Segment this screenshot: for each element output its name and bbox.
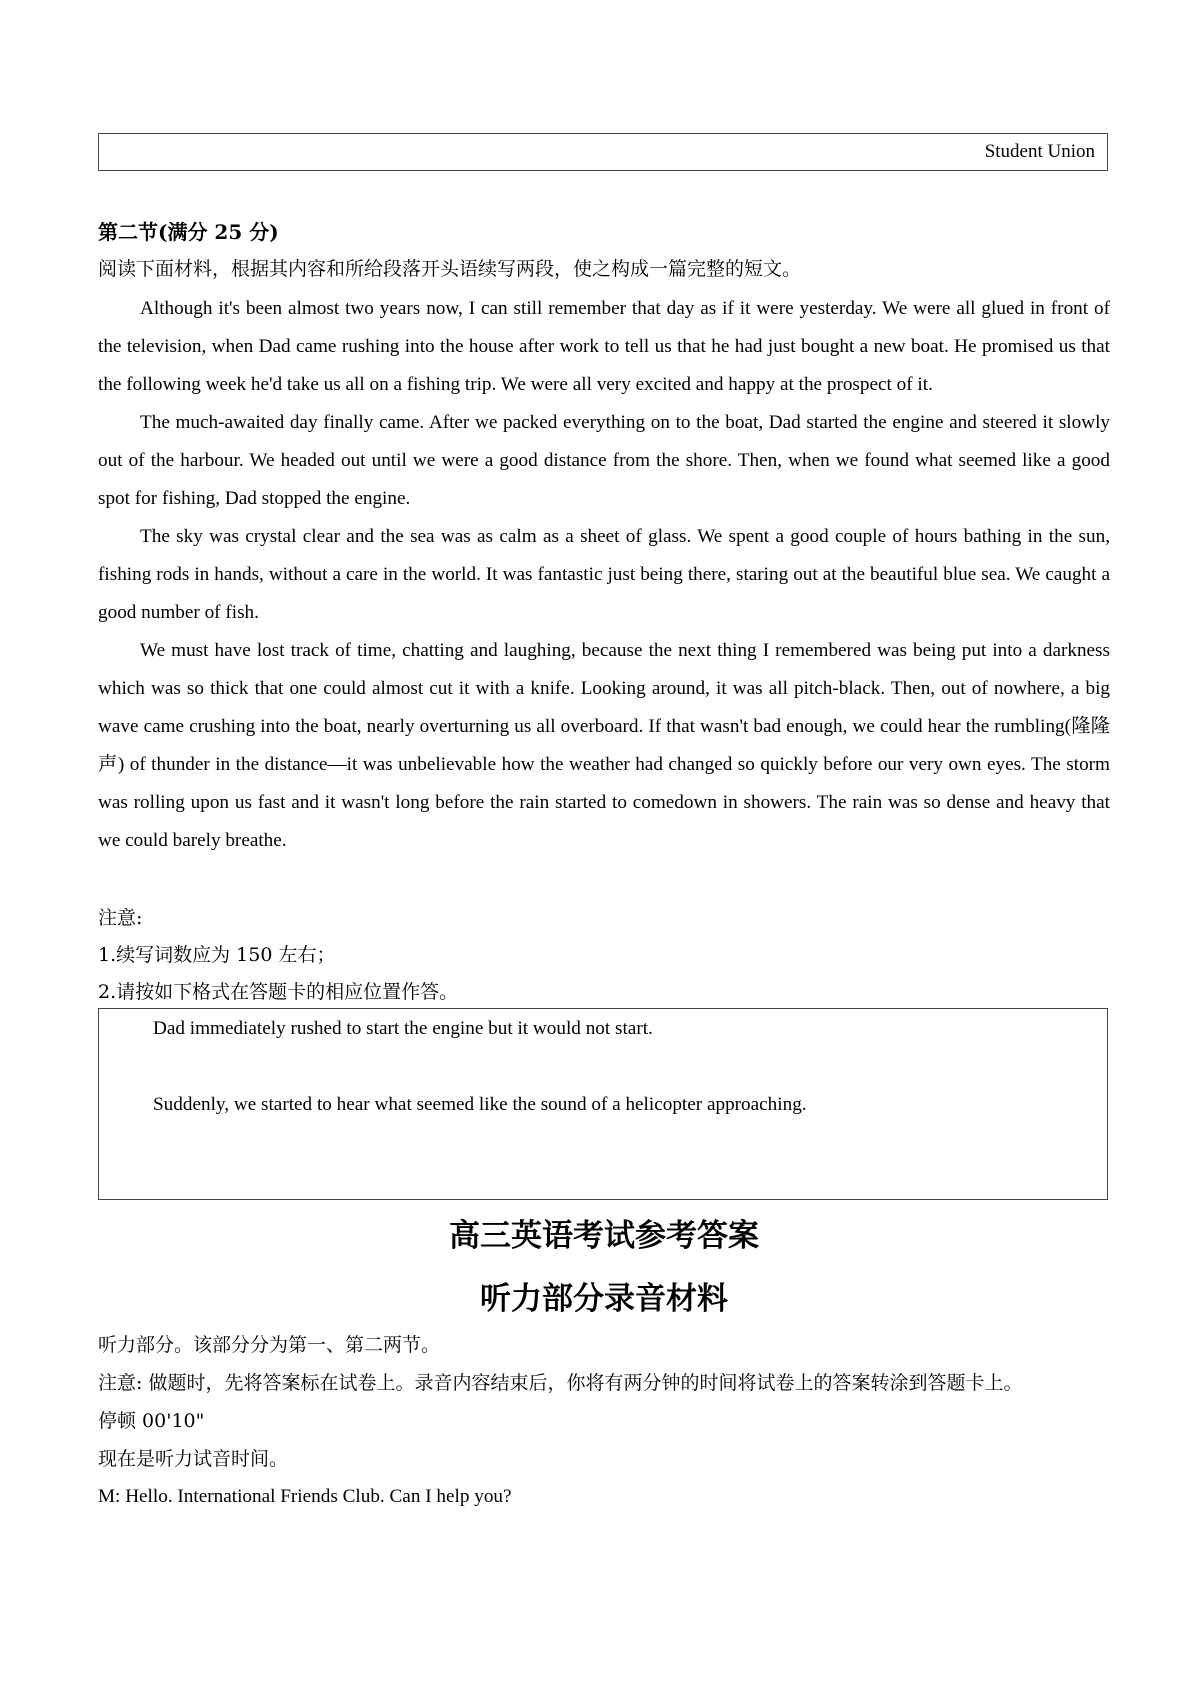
answer-opening-line-2: Suddenly, we started to hear what seemed like the sound of a helicopter approaching. xyxy=(153,1094,807,1115)
passage-paragraph: The much-awaited day finally came. After we packed everything on to the boat, Dad started the engine and steered it slowly out of the harbour. We headed out until we were a good distance from the shore. Then, when we found what seemed like a good spot for fishing, Dad stopped the engine. xyxy=(98,412,1110,509)
transcript-line: 听力部分。该部分分为第一、第二两节。 xyxy=(98,1334,441,1356)
header-box xyxy=(98,133,1108,171)
transcript-line: 注意: 做题时，先将答案标在试卷上。录音内容结束后，你将有两分钟的时间将试卷上的答案转涂到答题卡上。 xyxy=(98,1372,1023,1394)
notes-item: 2.请按如下格式在答题卡的相应位置作答。 xyxy=(98,981,459,1003)
listening-title: 听力部分录音材料 xyxy=(480,1281,728,1317)
passage-paragraph: Although it's been almost two years now, I can still remember that day as if it were yesterday. We were all glued in front of the television, when Dad came rushing into the house after work to tell us that he had just bought a new boat. He promised us that the following week he'd take us all on a fishing trip. We were all very excited and happy at the prospect of it. xyxy=(98,298,1110,395)
notes-block xyxy=(98,900,458,1011)
listening-transcript xyxy=(98,1326,1110,1516)
answer-format-box xyxy=(98,1008,1108,1200)
transcript-line: 停顿 00'10" xyxy=(98,1410,205,1432)
header-box-text: Student Union xyxy=(984,141,1095,162)
answer-opening-line-1: Dad immediately rushed to start the engine but it would not start. xyxy=(153,1018,653,1039)
notes-label: 注意: xyxy=(98,907,143,929)
section-heading: 第二节(满分 25 分) xyxy=(98,220,279,244)
answers-title: 高三英语考试参考答案 xyxy=(449,1218,759,1254)
transcript-line: M: Hello. International Friends Club. Can I help you? xyxy=(98,1486,512,1507)
transcript-line: 现在是听力试音时间。 xyxy=(98,1448,289,1470)
notes-item: 1.续写词数应为 150 左右； xyxy=(98,944,336,966)
section-instruction: 阅读下面材料，根据其内容和所给段落开头语续写两段，使之构成一篇完整的短文。 xyxy=(98,258,802,280)
passage-paragraph: We must have lost track of time, chatting and laughing, because the next thing I remembered was being put into a darkness which was so thick that one could almost cut it with a knife. Looking around, it was all pitch-black. Then, out of nowhere, a big wave came crushing into the boat, nearly overturning us all overboard. If that wasn't bad enough, we could hear the rumbling(隆隆声) of thunder in the distance—it was unbelievable how the weather had changed so quickly before our very own eyes. The storm was rolling upon us fast and it wasn't long before the rain started to comedown in showers. The rain was so dense and heavy that we could barely breathe. xyxy=(98,640,1110,851)
passage-paragraph: The sky was crystal clear and the sea was as calm as a sheet of glass. We spent a good couple of hours bathing in the sun, fishing rods in hands, without a care in the world. It was fantastic just being there, staring out at the beautiful blue sea. We caught a good number of fish. xyxy=(98,526,1110,623)
reading-passage xyxy=(98,290,1110,860)
